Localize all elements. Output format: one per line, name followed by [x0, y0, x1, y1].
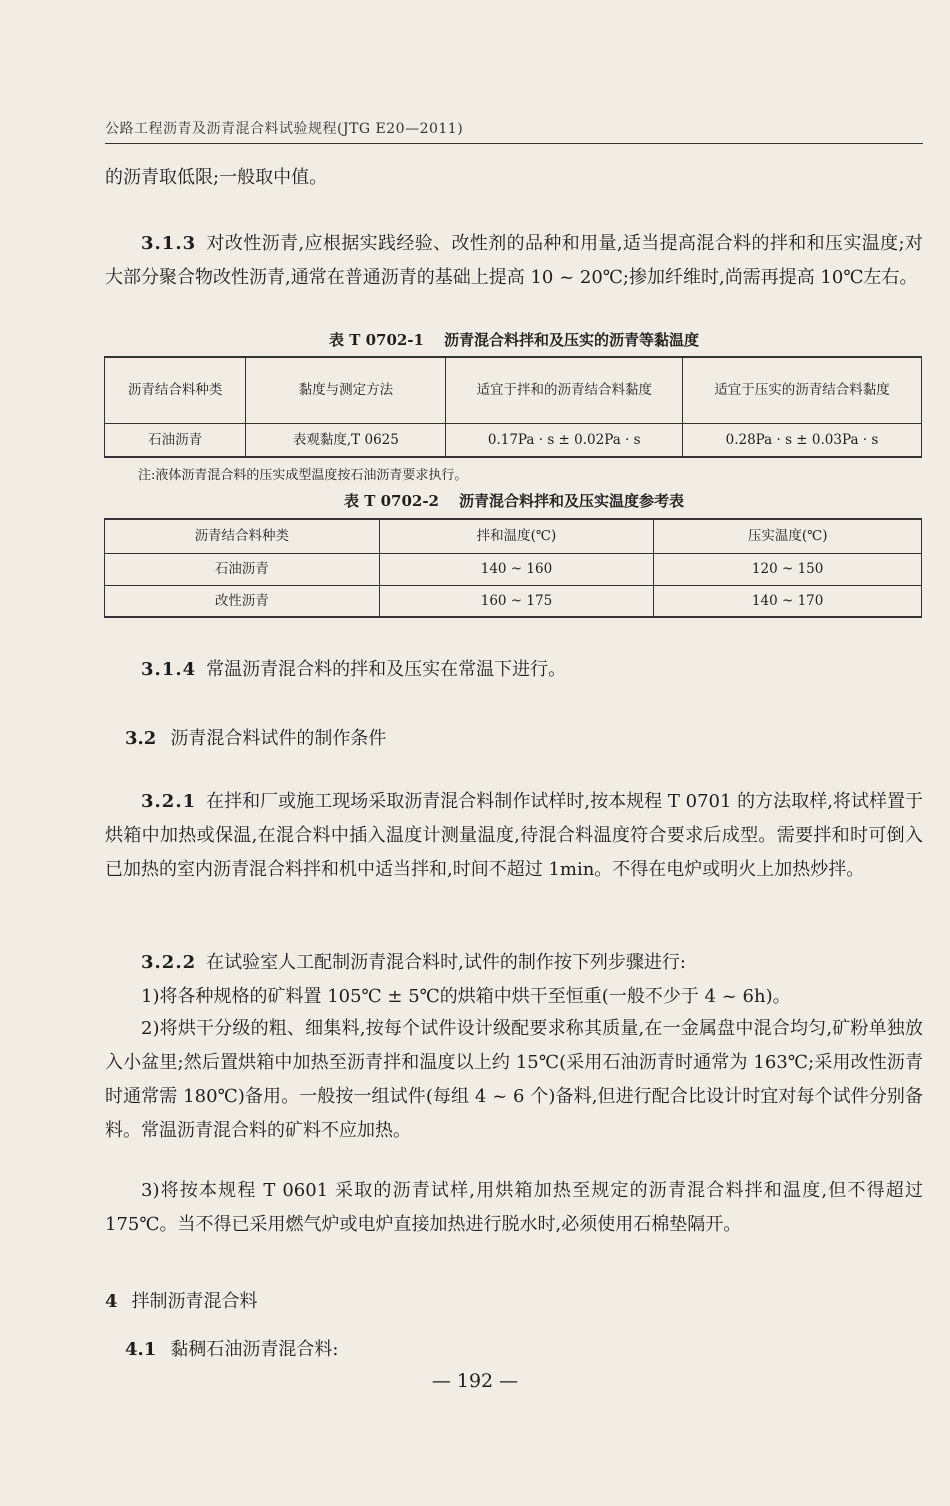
section-text: 在拌和厂或施工现场采取沥青混合料制作试样时,按本规程 T 0701 的方法取样,将试样置于烘箱中加热或保温,在混合料中插入温度计测量温度,待混合料温度符合要求后成型。需要拌和时可倒入已加热的室内沥青混合料拌和机中适当拌和,时间不超过 1min。不得在电炉或明火上加热炒拌。 [105, 791, 923, 880]
section-number: 3.2.2 [141, 952, 197, 973]
section-3-1-3 [105, 227, 923, 295]
table2-header-cell: 沥青结合料种类 [105, 519, 380, 553]
table-cell: 改性沥青 [105, 585, 380, 617]
table1-header-cell: 适宜于拌和的沥青结合料黏度 [446, 357, 682, 423]
running-header: 公路工程沥青及沥青混合料试验规程(JTG E20—2011) [105, 121, 464, 137]
header-rule [105, 143, 923, 144]
heading-text: 黏稠石油沥青混合料: [170, 1339, 339, 1360]
table-cell: 140 ~ 170 [654, 585, 922, 617]
table1-header-cell: 适宜于压实的沥青结合料黏度 [682, 357, 921, 423]
table2-caption [105, 490, 923, 511]
section-3-2-1 [105, 785, 923, 887]
table-row [105, 553, 922, 585]
table1-header-row [105, 357, 922, 423]
section-number: 3.1.3 [141, 233, 197, 254]
table1-header-cell: 黏度与测定方法 [246, 357, 446, 423]
section-3-1-4 [105, 653, 923, 687]
table2 [104, 518, 922, 618]
heading-number: 4.1 [125, 1339, 157, 1360]
table-cell: 140 ~ 160 [379, 553, 654, 585]
table-cell: 0.17Pa · s ± 0.02Pa · s [446, 423, 682, 457]
table2-header-cell: 压实温度(℃) [654, 519, 922, 553]
table2-title: 沥青混合料拌和及压实温度参考表 [459, 492, 685, 510]
table1-caption [105, 329, 923, 350]
continued-paragraph: 的沥青取低限;一般取中值。 [105, 167, 328, 188]
heading-number: 4 [105, 1291, 118, 1312]
heading-4 [105, 1287, 258, 1313]
table1-header-cell: 沥青结合料种类 [105, 357, 246, 423]
section-number: 3.1.4 [141, 659, 197, 680]
heading-number: 3.2 [125, 728, 157, 749]
section-text: 常温沥青混合料的拌和及压实在常温下进行。 [206, 659, 567, 680]
step-3: 3)将按本规程 T 0601 采取的沥青试样,用烘箱加热至规定的沥青混合料拌和温度,但不得超过 175℃。当不得已采用燃气炉或电炉直接加热进行脱水时,必须使用石棉垫隔开。 [105, 1180, 923, 1235]
heading-4-1 [125, 1335, 338, 1361]
section-text: 对改性沥青,应根据实践经验、改性剂的品种和用量,适当提高混合料的拌和和压实温度;对大部分聚合物改性沥青,通常在普通沥青的基础上提高 10 ~ 20℃;掺加纤维时,尚需再提高 10℃左右。 [105, 233, 923, 288]
table-cell: 石油沥青 [105, 553, 380, 585]
step-2: 2)将烘干分级的粗、细集料,按每个试件设计级配要求称其质量,在一金属盘中混合均匀,矿粉单独放入小盆里;然后置烘箱中加热至沥青拌和温度以上约 15℃(采用石油沥青时通常为 163℃;采用改性沥青时通常需 180℃)备用。一般按一组试件(每组 4 ~ 6 个)备料,但进行配合比设计时宜对每个试件分别备料。常温沥青混合料的矿料不应加热。 [105, 1018, 923, 1141]
heading-text: 拌制沥青混合料 [131, 1291, 258, 1312]
section-text: 在试验室人工配制沥青混合料时,试件的制作按下列步骤进行: [206, 952, 686, 973]
table1-number: 表 T 0702-1 [328, 331, 424, 349]
table-cell: 0.28Pa · s ± 0.03Pa · s [682, 423, 921, 457]
table-cell: 表观黏度,T 0625 [246, 423, 446, 457]
heading-text: 沥青混合料试件的制作条件 [170, 728, 387, 749]
table-cell: 160 ~ 175 [379, 585, 654, 617]
section-3-2-2 [105, 946, 923, 980]
table1-title: 沥青混合料拌和及压实的沥青等黏温度 [444, 331, 700, 349]
table-row [105, 423, 922, 457]
step-1: 1)将各种规格的矿料置 105℃ ± 5℃的烘箱中烘干至恒重(一般不少于 4 ~ 6h)。 [141, 986, 791, 1007]
table1 [104, 356, 922, 458]
section-number: 3.2.1 [141, 791, 197, 812]
table-row [105, 585, 922, 617]
table-cell: 120 ~ 150 [654, 553, 922, 585]
table-cell: 石油沥青 [105, 423, 246, 457]
table2-header-row [105, 519, 922, 553]
table1-note: 注:液体沥青混合料的压实成型温度按石油沥青要求执行。 [138, 468, 468, 483]
table2-header-cell: 拌和温度(℃) [379, 519, 654, 553]
table2-number: 表 T 0702-2 [343, 492, 439, 510]
heading-3-2 [125, 724, 386, 750]
page-number: — 192 — [431, 1370, 519, 1392]
